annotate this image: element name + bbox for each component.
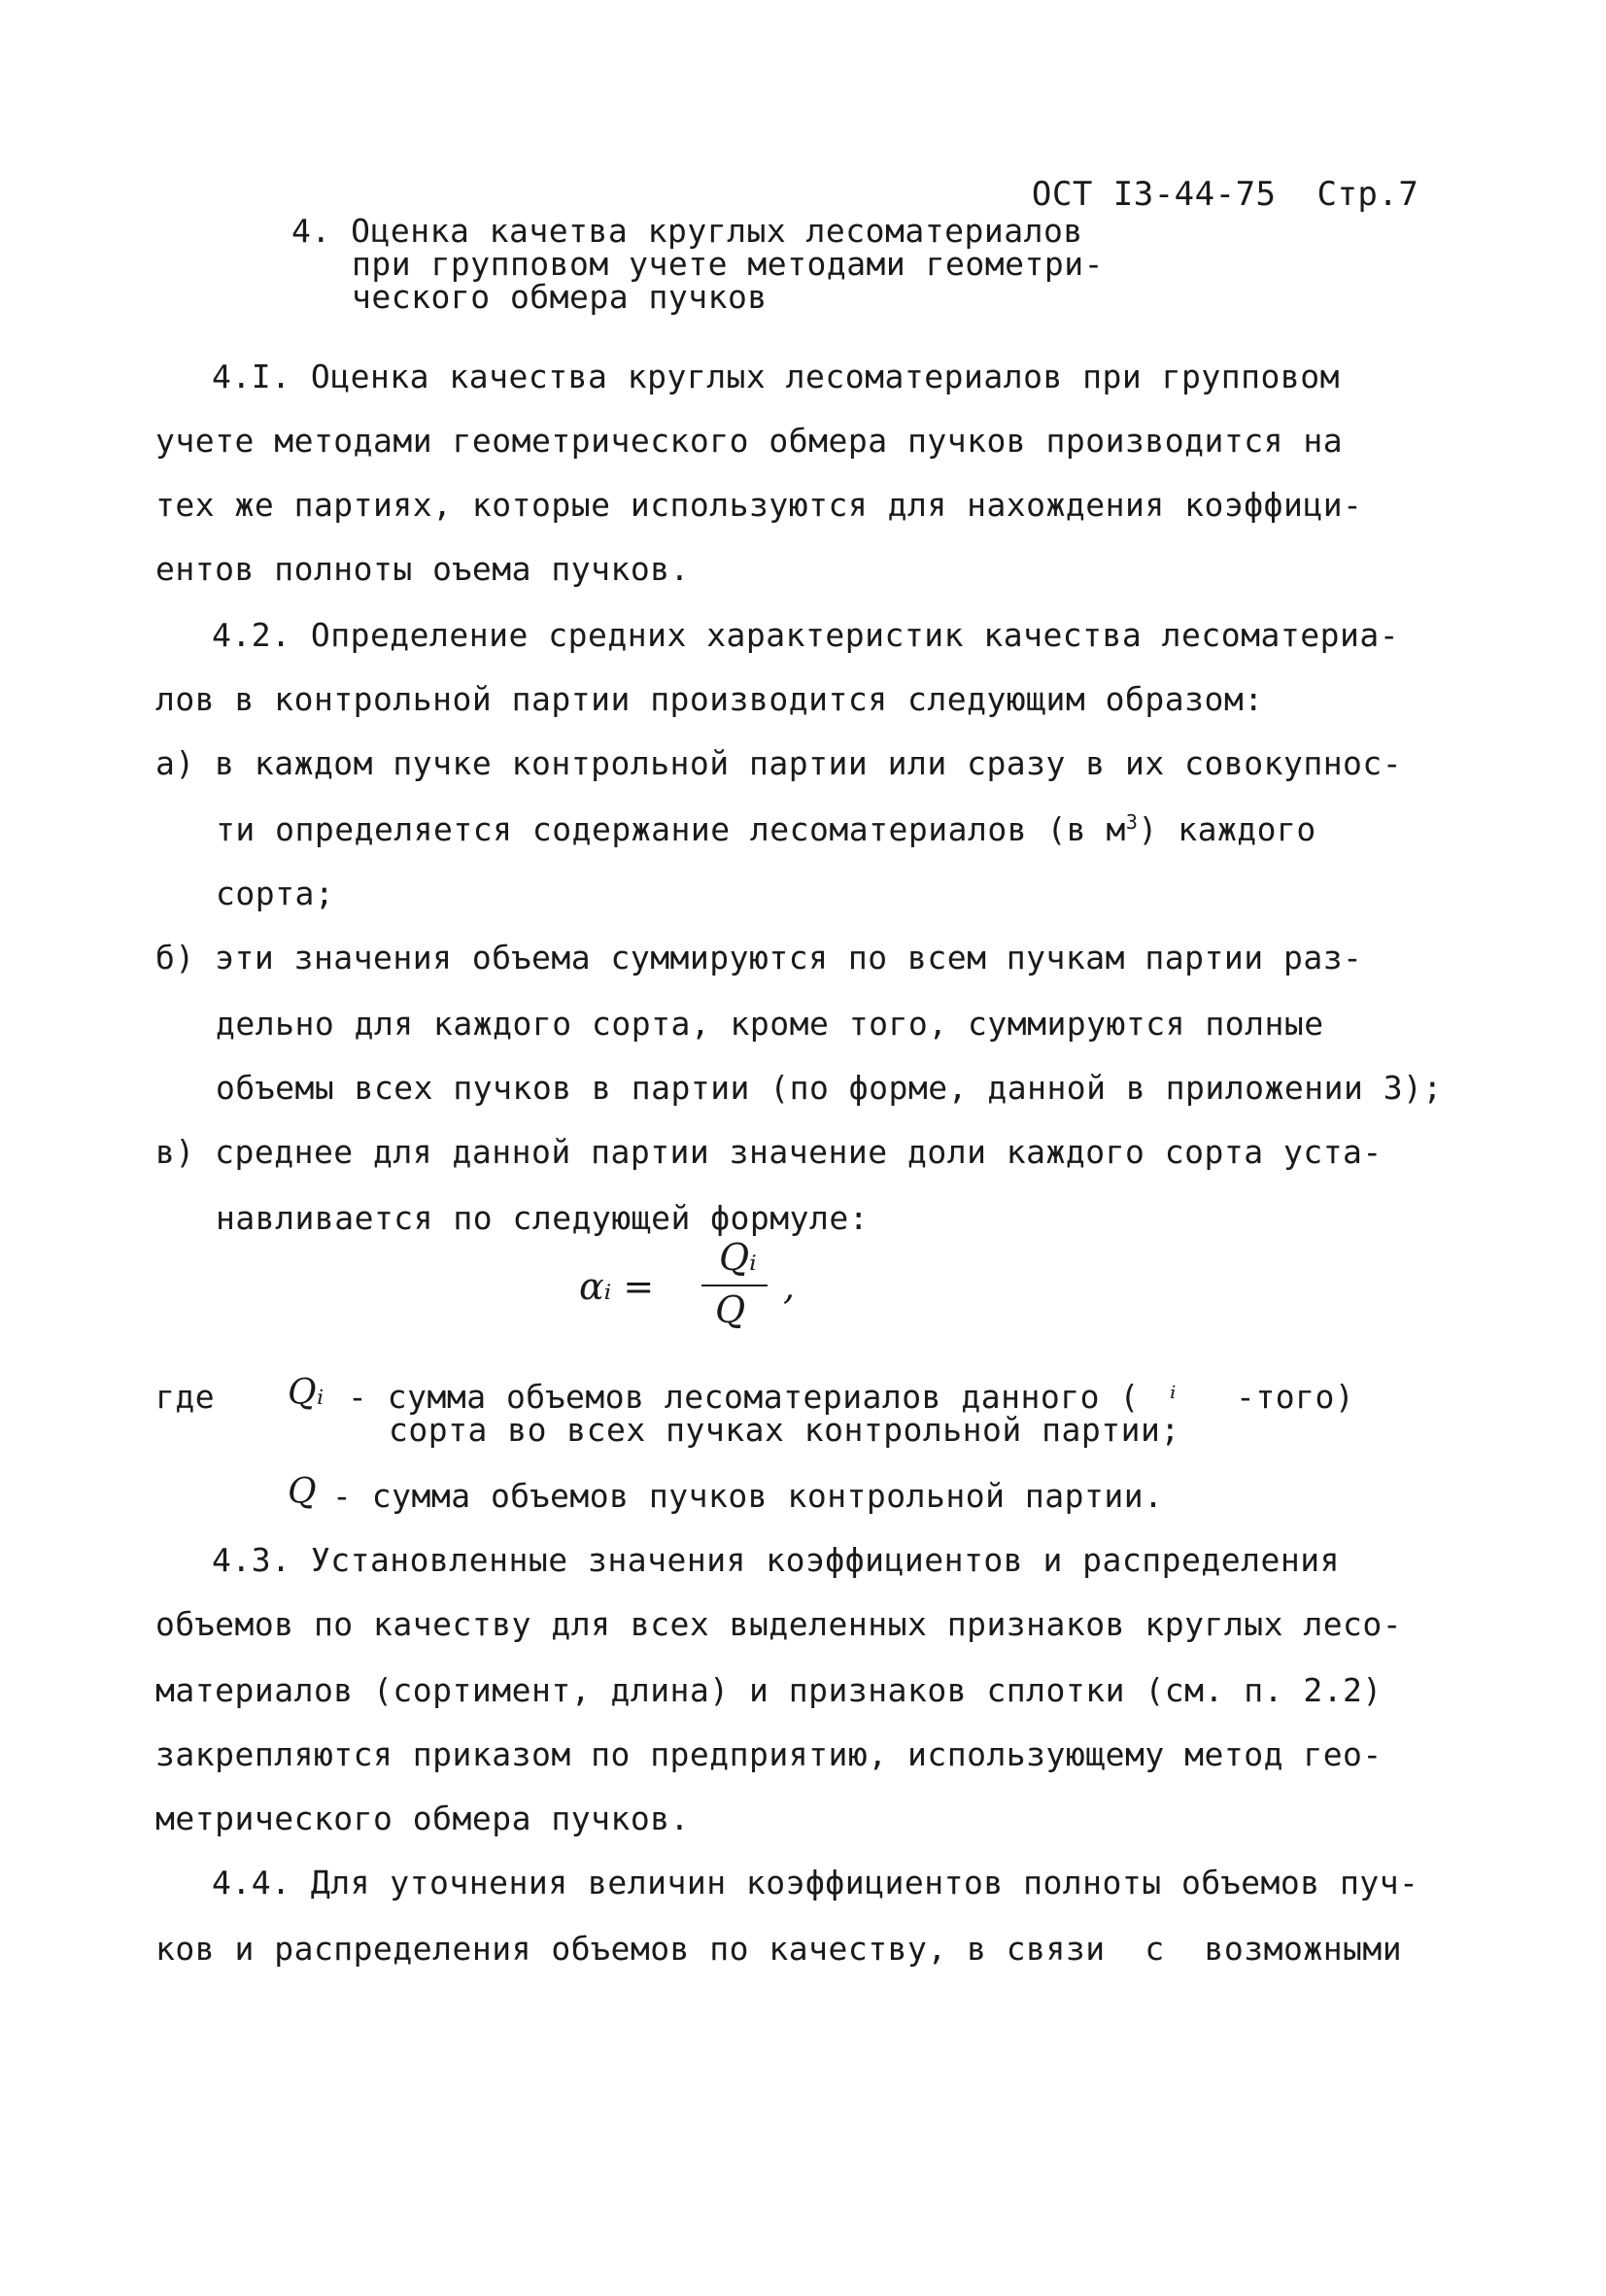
paragraph-4-1-line-1: 4.I. Оценка качества круглых лесоматериалов при групповом xyxy=(212,358,1340,395)
doc-reference: ОСТ I3-44-75 xyxy=(1031,175,1277,214)
item-a-line-2-tail: ) каждого xyxy=(1138,810,1316,848)
item-b-line-3: объемы всех пучков в партии (по форме, данной в приложении 3); xyxy=(216,1069,1443,1107)
item-b-line-1: б) эти значения объема суммируются по всем пучкам партии раз- xyxy=(155,939,1363,977)
where-label: где xyxy=(155,1378,216,1416)
i-symbol: ᵢ xyxy=(1170,1369,1177,1406)
paragraph-4-4-line-1: 4.4. Для уточнения величин коэффициентов полноты объемов пуч- xyxy=(212,1864,1419,1902)
formula-lhs: αᵢ = xyxy=(579,1265,655,1308)
section-title-line-1: 4. Оценка качетва круглых лесоматериалов xyxy=(291,212,1083,250)
q-i-definition-tail: -того) xyxy=(1236,1378,1355,1416)
paragraph-4-1-line-4: ентов полноты оъема пучков. xyxy=(155,550,690,588)
paragraph-4-2-line-2: лов в контрольной партии производится следующим образом: xyxy=(155,680,1264,718)
paragraph-4-3-line-3: материалов (сортимент, длина) и признаков сплотки (см. п. 2.2) xyxy=(155,1671,1383,1709)
item-b-line-2: дельно для каждого сорта, кроме того, суммируются полные xyxy=(216,1005,1324,1043)
paragraph-4-3-line-4: закрепляются приказом по предприятию, использующему метод гео- xyxy=(155,1735,1383,1773)
item-a-line-2 xyxy=(216,810,1316,849)
item-a-line-1: а) в каждом пучке контрольной партии или сразу в их совокупнос- xyxy=(155,744,1403,782)
item-v-line-1: в) среднее для данной партии значение доли каждого сорта уста- xyxy=(155,1133,1383,1171)
paragraph-4-2-line-1: 4.2. Определение средних характеристик качества лесоматериа- xyxy=(212,616,1400,654)
q-symbol: Q xyxy=(288,1472,318,1512)
formula-numerator: Qᵢ xyxy=(719,1236,757,1279)
paragraph-4-3-line-2: объемов по качеству для всех выделенных признаков круглых лесо- xyxy=(155,1605,1403,1643)
item-a-line-2-text: ти определяется содержание лесоматериалов (в м xyxy=(216,810,1126,848)
paragraph-4-1-line-3: тех же партиях, которые используются для нахождения коэффици- xyxy=(155,486,1363,524)
formula-denominator: Q xyxy=(715,1288,746,1331)
section-title-line-3: ческого обмера пучков xyxy=(352,278,768,316)
formula-comma: , xyxy=(783,1265,796,1308)
paragraph-4-1-line-2: учете методами геометрического обмера пучков производится на xyxy=(155,422,1344,460)
cubic-superscript: 3 xyxy=(1125,810,1139,834)
paragraph-4-3-line-5: метрического обмера пучков. xyxy=(155,1799,690,1837)
q-definition: - сумма объемов пучков контрольной партии. xyxy=(332,1477,1164,1515)
q-i-symbol: Qᵢ xyxy=(288,1373,325,1413)
item-v-line-2: навливается по следующей формуле: xyxy=(216,1199,870,1237)
section-title-line-2: при групповом учете методами геометри- xyxy=(352,245,1104,283)
q-i-definition-line-2: сорта во всех пучках контрольной партии; xyxy=(389,1411,1180,1449)
q-i-definition-line-1: - сумма объемов лесоматериалов данного ( xyxy=(348,1378,1140,1416)
paragraph-4-4-line-2: ков и распределения объемов по качеству, в связи с возможными xyxy=(155,1930,1403,1968)
page-number: Стр.7 xyxy=(1316,175,1419,214)
fraction-bar xyxy=(701,1285,768,1286)
item-a-line-3: сорта; xyxy=(216,874,335,912)
paragraph-4-3-line-1: 4.3. Установленные значения коэффициентов и распределения xyxy=(212,1541,1340,1579)
